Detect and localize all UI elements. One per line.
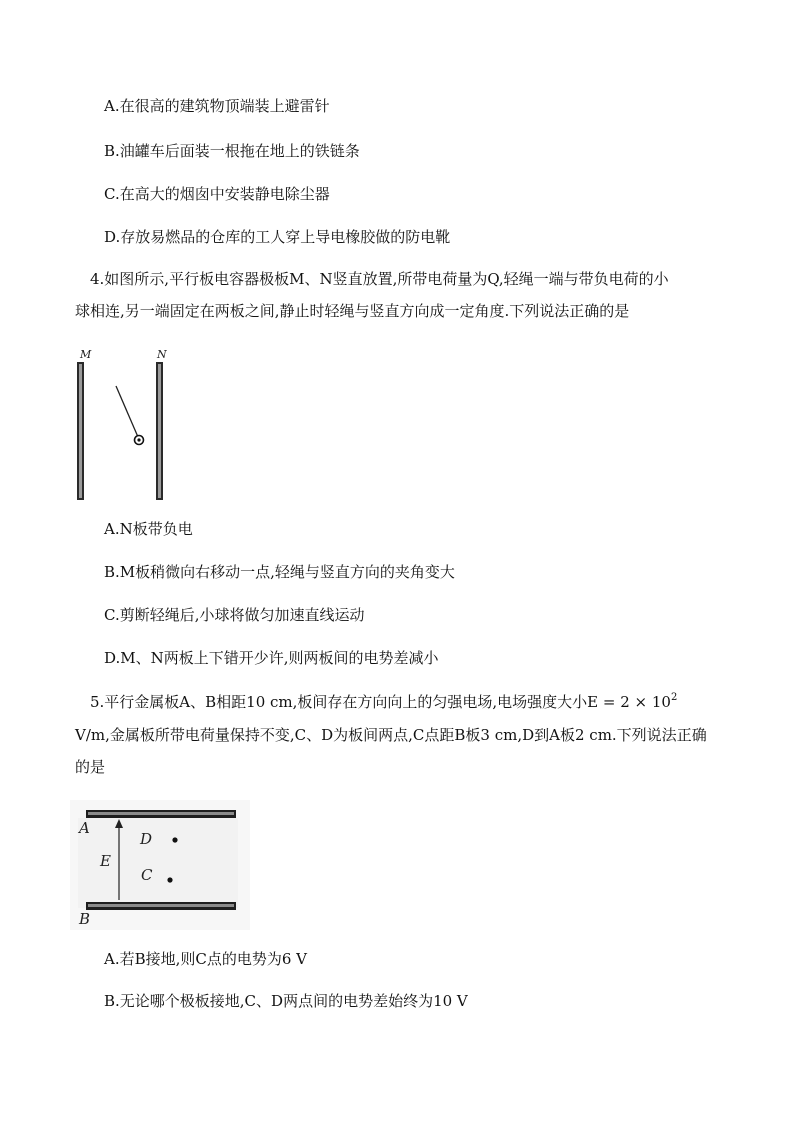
q3-option-d: D.存放易燃品的仓库的工人穿上导电橡胶做的防电靴 — [104, 228, 451, 246]
label-d: D — [140, 830, 153, 848]
q3-option-b: B.油罐车后面装一根拖在地上的铁链条 — [104, 142, 360, 160]
q5-option-b: B.无论哪个极板接地,C、D两点间的电势差始终为10 V — [104, 992, 468, 1010]
label-e: E — [100, 852, 111, 870]
light-rope — [116, 386, 138, 437]
q4-option-c: C.剪断轻绳后,小球将做匀加速直线运动 — [104, 606, 365, 624]
q5-stem-text: 5.平行金属板A、B相距10 cm,板间存在方向向上的匀强电场,电场强度大小E = 2 × 10 — [90, 693, 671, 711]
q4-option-d: D.M、N两板上下错开少许,则两板间的电势差减小 — [104, 649, 439, 667]
q5-stem-line1 — [90, 693, 677, 711]
q5-exponent: 2 — [670, 692, 678, 703]
label-a: A — [79, 819, 90, 837]
q5-plates-figure — [70, 800, 250, 930]
q3-option-a: A.在很高的建筑物顶端装上避雷针 — [104, 97, 330, 115]
q4-option-a: A.N板带负电 — [104, 520, 193, 538]
q4-capacitor-figure — [70, 340, 200, 505]
q5-stem-line3: 的是 — [75, 758, 106, 776]
label-b: B — [79, 910, 91, 928]
label-n: N — [157, 348, 167, 361]
label-m: M — [80, 348, 92, 361]
q5-option-a: A.若B接地,则C点的电势为6 V — [104, 950, 308, 968]
q4-stem-line2: 球相连,另一端固定在两板之间,静止时轻绳与竖直方向成一定角度.下列说法正确的是 — [75, 302, 630, 320]
q4-stem-line1: 4.如图所示,平行板电容器极板M、N竖直放置,所带电荷量为Q,轻绳一端与带负电荷的小 — [90, 270, 669, 288]
q4-option-b: B.M板稍微向右移动一点,轻绳与竖直方向的夹角变大 — [104, 563, 455, 581]
q5-stem-line2: V/m,金属板所带电荷量保持不变,C、D为板间两点,C点距B板3 cm,D到A板2 cm.下列说法正确 — [75, 726, 707, 744]
point-c — [167, 877, 172, 882]
point-d — [172, 837, 177, 842]
label-c: C — [141, 866, 153, 884]
q3-option-c: C.在高大的烟囱中安装静电除尘器 — [104, 185, 330, 203]
